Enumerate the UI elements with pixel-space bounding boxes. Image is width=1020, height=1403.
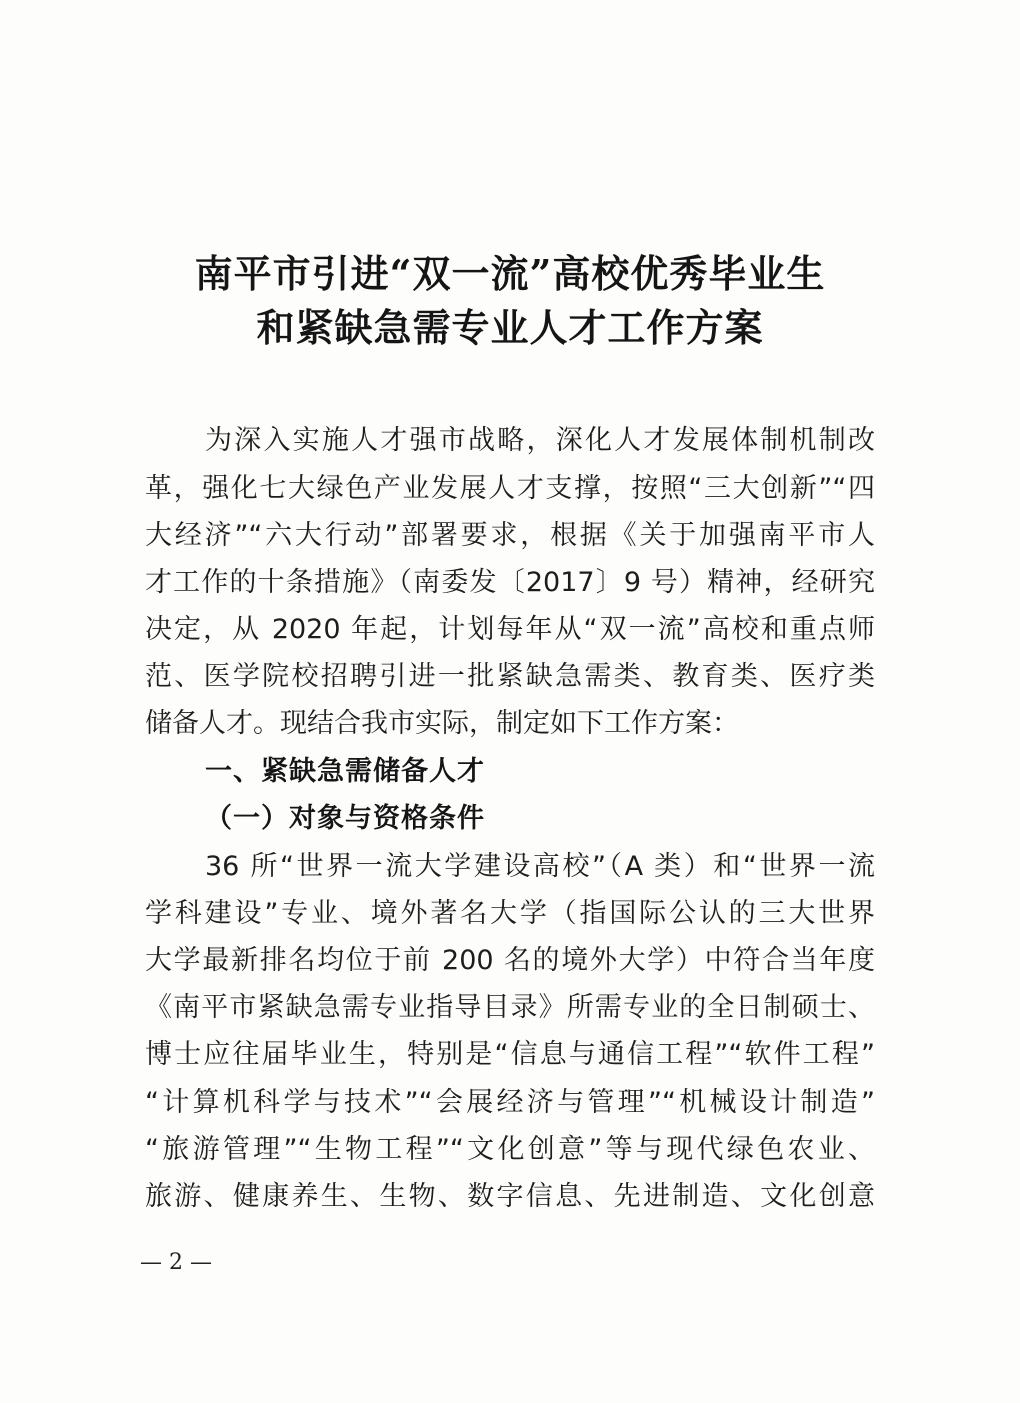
intro-line-3: 大经济”“六大行动”部署要求，根据《关于加强南平市人 — [145, 520, 875, 551]
section-line-3: 大学最新排名均位于前 200 名的境外大学）中符合当年度 — [145, 945, 875, 976]
intro-line-6: 范、医学院校招聘引进一批紧缺急需类、教育类、医疗类 — [145, 661, 875, 692]
section-line-5: 博士应往届毕业生，特别是“信息与通信工程”“软件工程” — [145, 1039, 875, 1070]
intro-line-7: 储备人才。现结合我市实际，制定如下工作方案： — [145, 708, 739, 739]
section-line-6: “计算机科学与技术”“会展经济与管理”“机械设计制造” — [145, 1087, 875, 1118]
document-title-line-1: 南平市引进“双一流”高校优秀毕业生 — [194, 251, 826, 296]
section-heading: 一、紧缺急需储备人才 — [205, 756, 485, 787]
section-line-1: 36 所“世界一流大学建设高校”（A 类）和“世界一流 — [205, 851, 875, 882]
intro-line-4: 才工作的十条措施》（南委发〔2017〕9 号）精神，经研究 — [145, 567, 875, 598]
subsection-heading: （一）对象与资格条件 — [205, 803, 485, 834]
section-line-8: 旅游、健康养生、生物、数字信息、先进制造、文化创意 — [145, 1181, 875, 1212]
section-line-7: “旅游管理”“生物工程”“文化创意”等与现代绿色农业、 — [145, 1134, 875, 1165]
document-title-line-2: 和紧缺急需专业人才工作方案 — [256, 305, 764, 350]
intro-line-2: 革，强化七大绿色产业发展人才支撑，按照“三大创新”“四 — [145, 473, 875, 504]
section-line-4: 《南平市紧缺急需专业指导目录》所需专业的全日制硕士、 — [145, 992, 875, 1023]
page-number: — 2 — — [140, 1250, 212, 1275]
intro-line-5: 决定，从 2020 年起，计划每年从“双一流”高校和重点师 — [145, 614, 875, 645]
section-line-2: 学科建设”专业、境外著名大学（指国际公认的三大世界 — [145, 898, 875, 929]
intro-line-1: 为深入实施人才强市战略，深化人才发展体制机制改 — [205, 425, 875, 456]
